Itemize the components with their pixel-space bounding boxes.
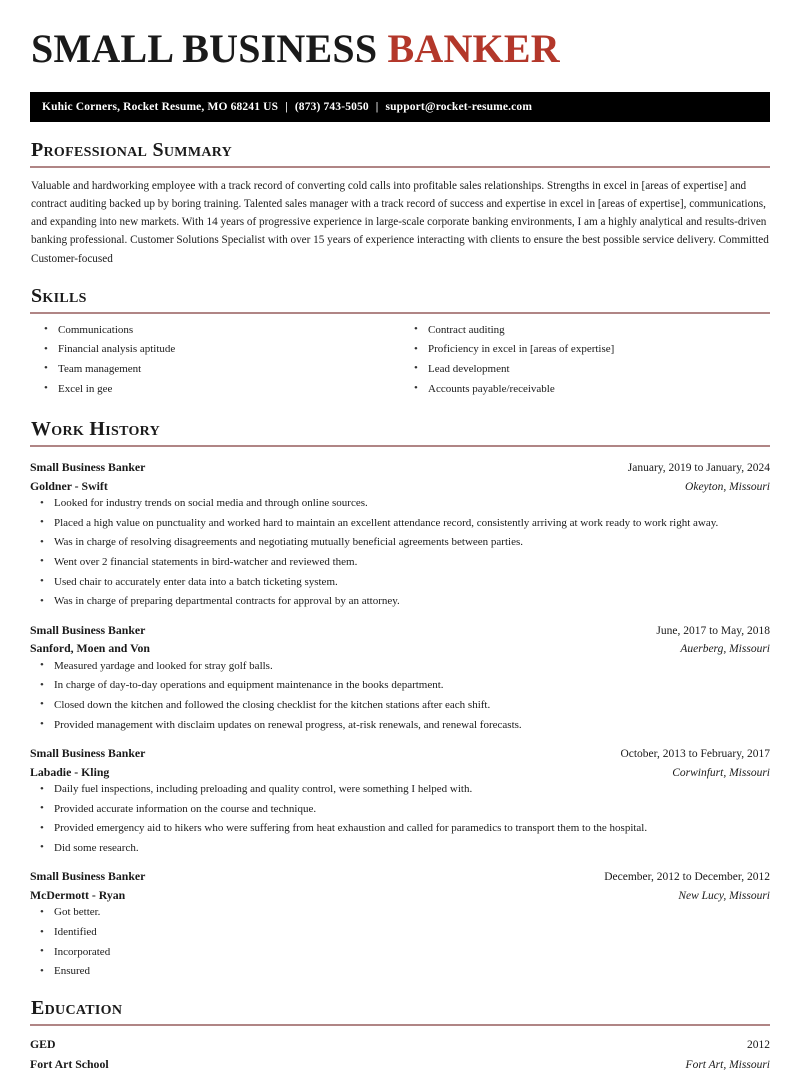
- list-item: • Excel in gee: [34, 382, 400, 398]
- job-company-row: [30, 887, 770, 905]
- skills-list-right: [404, 323, 770, 397]
- job-location: Corwinfurt, Missouri: [672, 766, 770, 779]
- section-divider: [30, 445, 770, 447]
- job-title: Small Business Banker: [30, 746, 146, 761]
- job-company-row: [30, 640, 770, 658]
- skills-column-left: [30, 323, 400, 401]
- job-company: McDermott - Ryan: [30, 887, 126, 902]
- contact-separator-1: |: [285, 101, 288, 113]
- job-bullet-list: [30, 496, 770, 610]
- job-title-row: [30, 745, 770, 763]
- section-heading-summary: Professional Summary: [31, 139, 233, 161]
- section-heading-education: Education: [31, 996, 123, 1019]
- education-school: Fort Art School: [30, 1056, 109, 1071]
- education-year: 2012: [747, 1038, 770, 1051]
- contact-separator-2: |: [375, 101, 379, 113]
- section-work-history: [30, 418, 770, 980]
- skills-list-left: [34, 323, 400, 397]
- list-item: • Went over 2 financial statements in bird-watcher and reviewed them.: [30, 555, 770, 571]
- list-item: • Placed a high value on punctuality and worked hard to maintain an excellent attendance record, consistently arriving at work ready to work right away.: [30, 516, 770, 532]
- job-bullet-list: [30, 782, 770, 856]
- section-heading-work-history: Work History: [31, 418, 160, 441]
- section-divider: [30, 1024, 770, 1026]
- job-company-row: [30, 764, 770, 782]
- job-title: Small Business Banker: [30, 460, 146, 475]
- section-professional-summary: [30, 139, 770, 268]
- education-degree-row: [30, 1035, 770, 1055]
- list-item: • Proficiency in excel in [areas of expertise]: [404, 342, 770, 358]
- job-title-row: [30, 622, 770, 640]
- contact-address: Kuhic Corners, Rocket Resume, MO 68241 US: [42, 101, 279, 113]
- job-dates: December, 2012 to December, 2012: [604, 871, 770, 884]
- list-item: • Daily fuel inspections, including preloading and quality control, were something I helped with.: [30, 782, 770, 798]
- job-dates: October, 2013 to February, 2017: [620, 748, 770, 761]
- job-location: Okeyton, Missouri: [685, 480, 770, 493]
- education-entry: [30, 1035, 770, 1074]
- education-school-row: [30, 1055, 770, 1074]
- section-heading-skills: Skills: [31, 284, 87, 307]
- list-item: • Closed down the kitchen and followed the closing checklist for the kitchen stations after each shift.: [30, 698, 770, 714]
- education-degree: GED: [30, 1036, 56, 1051]
- list-item: • Financial analysis aptitude: [34, 342, 400, 358]
- contact-bar: [30, 92, 770, 122]
- work-history-entry: [30, 868, 770, 979]
- list-item: • Provided emergency aid to hikers who were suffering from heat exhaustion and called for paramedics to transport them to the hospital.: [30, 821, 770, 837]
- list-item: • Contract auditing: [404, 323, 770, 339]
- skills-columns: [30, 323, 770, 401]
- list-item: • Team management: [34, 362, 400, 378]
- job-title: Small Business Banker: [30, 622, 146, 637]
- list-item: • Was in charge of preparing departmental contracts for approval by an attorney.: [30, 594, 770, 610]
- list-item: • Measured yardage and looked for stray golf balls.: [30, 659, 770, 675]
- section-divider: [30, 312, 770, 314]
- list-item: • Identified: [30, 925, 770, 941]
- list-item: • Got better.: [30, 905, 770, 921]
- list-item: • In charge of day-to-day operations and equipment maintenance in the books department.: [30, 678, 770, 694]
- list-item: • Provided accurate information on the course and technique.: [30, 802, 770, 818]
- list-item: • Communications: [34, 323, 400, 339]
- contact-email[interactable]: support@rocket-resume.com: [385, 101, 533, 113]
- job-bullet-list: [30, 905, 770, 979]
- contact-phone[interactable]: (873) 743-5050: [294, 101, 369, 113]
- job-title-row: [30, 459, 770, 477]
- job-location: Auerberg, Missouri: [680, 643, 770, 656]
- work-history-entry: [30, 459, 770, 610]
- job-company: Sanford, Moen and Von: [30, 641, 150, 656]
- job-dates: June, 2017 to May, 2018: [656, 624, 770, 637]
- job-title: Small Business Banker: [30, 869, 146, 884]
- list-item: • Accounts payable/receivable: [404, 382, 770, 398]
- list-item: • Incorporated: [30, 945, 770, 961]
- page-title: [31, 28, 770, 70]
- list-item: • Provided management with disclaim updates on renewal progress, at-risk renewals, and renewal forecasts.: [30, 718, 770, 734]
- skills-column-right: [400, 323, 770, 401]
- work-history-entry: [30, 745, 770, 856]
- section-divider: [30, 166, 770, 168]
- job-company-row: [30, 478, 770, 496]
- education-location: Fort Art, Missouri: [685, 1058, 770, 1071]
- job-bullet-list: [30, 659, 770, 733]
- section-skills: [30, 285, 770, 401]
- summary-text: Valuable and hardworking employee with a track record of converting cold calls into profitable sales relationships. Strengths in excel in [areas of expertise] and contract auditing backed up by boring training. Talented sales manager with a track record of success and expertise in excel in [areas of expertise], communications, and expanding into new markets. With 14 years of progressive experience in large-scale corporate banking environments, I am a highly analytical and results-driven banking professional. Customer Solutions Specialist with over 15 years of experience interacting with clients to ensure the best possible service delivery. Committed Customer-focused: [31, 180, 769, 265]
- list-item: • Looked for industry trends on social media and through online sources.: [30, 496, 770, 512]
- job-dates: January, 2019 to January, 2024: [627, 462, 770, 475]
- job-title-row: [30, 868, 770, 886]
- list-item: • Was in charge of resolving disagreements and negotiating mutually beneficial agreements between parties.: [30, 535, 770, 551]
- list-item: • Used chair to accurately enter data into a batch ticketing system.: [30, 575, 770, 591]
- section-education: [30, 997, 770, 1074]
- job-company: Labadie - Kling: [30, 764, 110, 779]
- work-history-entry: [30, 622, 770, 733]
- list-item: • Lead development: [404, 362, 770, 378]
- list-item: • Did some research.: [30, 841, 770, 857]
- name-last-part: BANKER: [387, 26, 560, 71]
- job-location: New Lucy, Missouri: [678, 889, 770, 902]
- name-first-part: SMALL BUSINESS: [31, 26, 378, 71]
- list-item: • Ensured: [30, 964, 770, 980]
- job-company: Goldner - Swift: [30, 478, 108, 493]
